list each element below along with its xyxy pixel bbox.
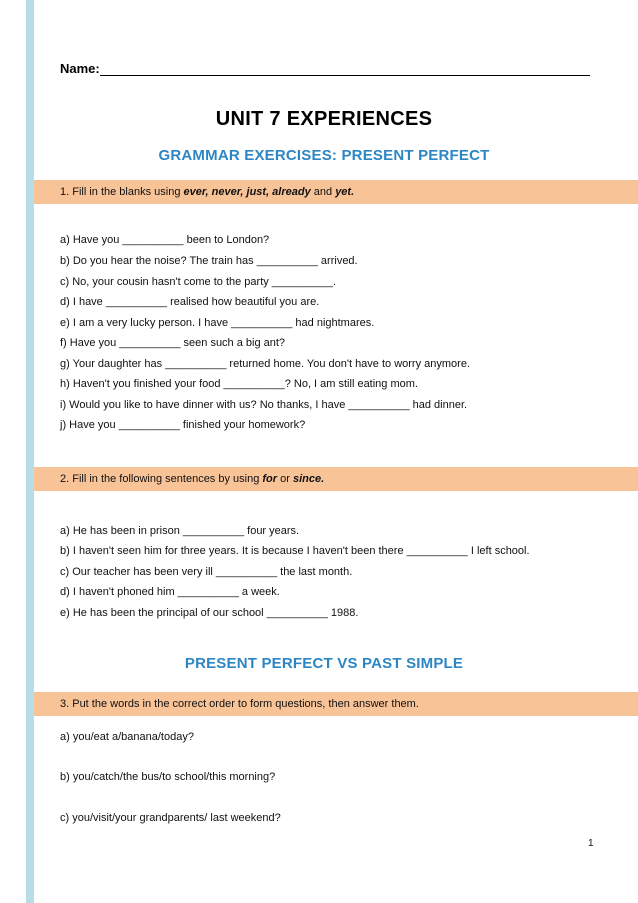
exercise-3-item: b) you/catch/the bus/to school/this morning? bbox=[60, 771, 276, 783]
vs-section-title: PRESENT PERFECT VS PAST SIMPLE bbox=[184, 655, 464, 672]
exercise-2-item: a) He has been in prison __________ four years. bbox=[60, 525, 300, 537]
exercise-1-item: h) Haven't you finished your food __________? No, I am still eating mom. bbox=[60, 378, 418, 390]
exercise-1-item: e) I am a very lucky person. I have __________ had nightmares. bbox=[60, 317, 375, 329]
exercise-1-instruction: 1. Fill in the blanks using ever, never, just, already and yet. bbox=[60, 186, 355, 198]
exercise-1-item: f) Have you __________ seen such a big ant? bbox=[60, 337, 286, 349]
exercise-1-item: d) I have __________ realised how beautiful you are. bbox=[60, 296, 320, 308]
page-number: 1 bbox=[588, 838, 594, 849]
exercise-1-item: b) Do you hear the noise? The train has __________ arrived. bbox=[60, 255, 358, 267]
exercise-1-item: c) No, your cousin hasn't come to the party __________. bbox=[60, 276, 337, 288]
name-underline bbox=[100, 75, 590, 76]
exercise-2-item: d) I haven't phoned him __________ a week. bbox=[60, 586, 280, 598]
exercise-2-item: c) Our teacher has been very ill __________ the last month. bbox=[60, 566, 353, 578]
exercise-1-item: j) Have you __________ finished your homework? bbox=[60, 419, 306, 431]
exercise-2-instruction: 2. Fill in the following sentences by using for or since. bbox=[60, 473, 325, 485]
exercise-1-item: a) Have you __________ been to London? bbox=[60, 234, 270, 246]
exercise-2-item: b) I haven't seen him for three years. It is because I haven't been there __________ I left school. bbox=[60, 545, 530, 557]
unit-title: UNIT 7 EXPERIENCES bbox=[215, 108, 433, 130]
exercise-3-item: c) you/visit/your grandparents/ last weekend? bbox=[60, 812, 281, 824]
exercise-3-item: a) you/eat a/banana/today? bbox=[60, 731, 194, 743]
left-margin-bar bbox=[26, 0, 34, 903]
exercise-1-item: i) Would you like to have dinner with us? No thanks, I have __________ had dinner. bbox=[60, 399, 468, 411]
grammar-section-title: GRAMMAR EXERCISES: PRESENT PERFECT bbox=[158, 147, 490, 164]
exercise-3-instruction: 3. Put the words in the correct order to form questions, then answer them. bbox=[60, 698, 419, 710]
exercise-1-item: g) Your daughter has __________ returned home. You don't have to worry anymore. bbox=[60, 358, 471, 370]
name-label: Name: bbox=[60, 61, 100, 76]
name-field[interactable] bbox=[60, 61, 590, 81]
exercise-2-item: e) He has been the principal of our school __________ 1988. bbox=[60, 607, 359, 619]
